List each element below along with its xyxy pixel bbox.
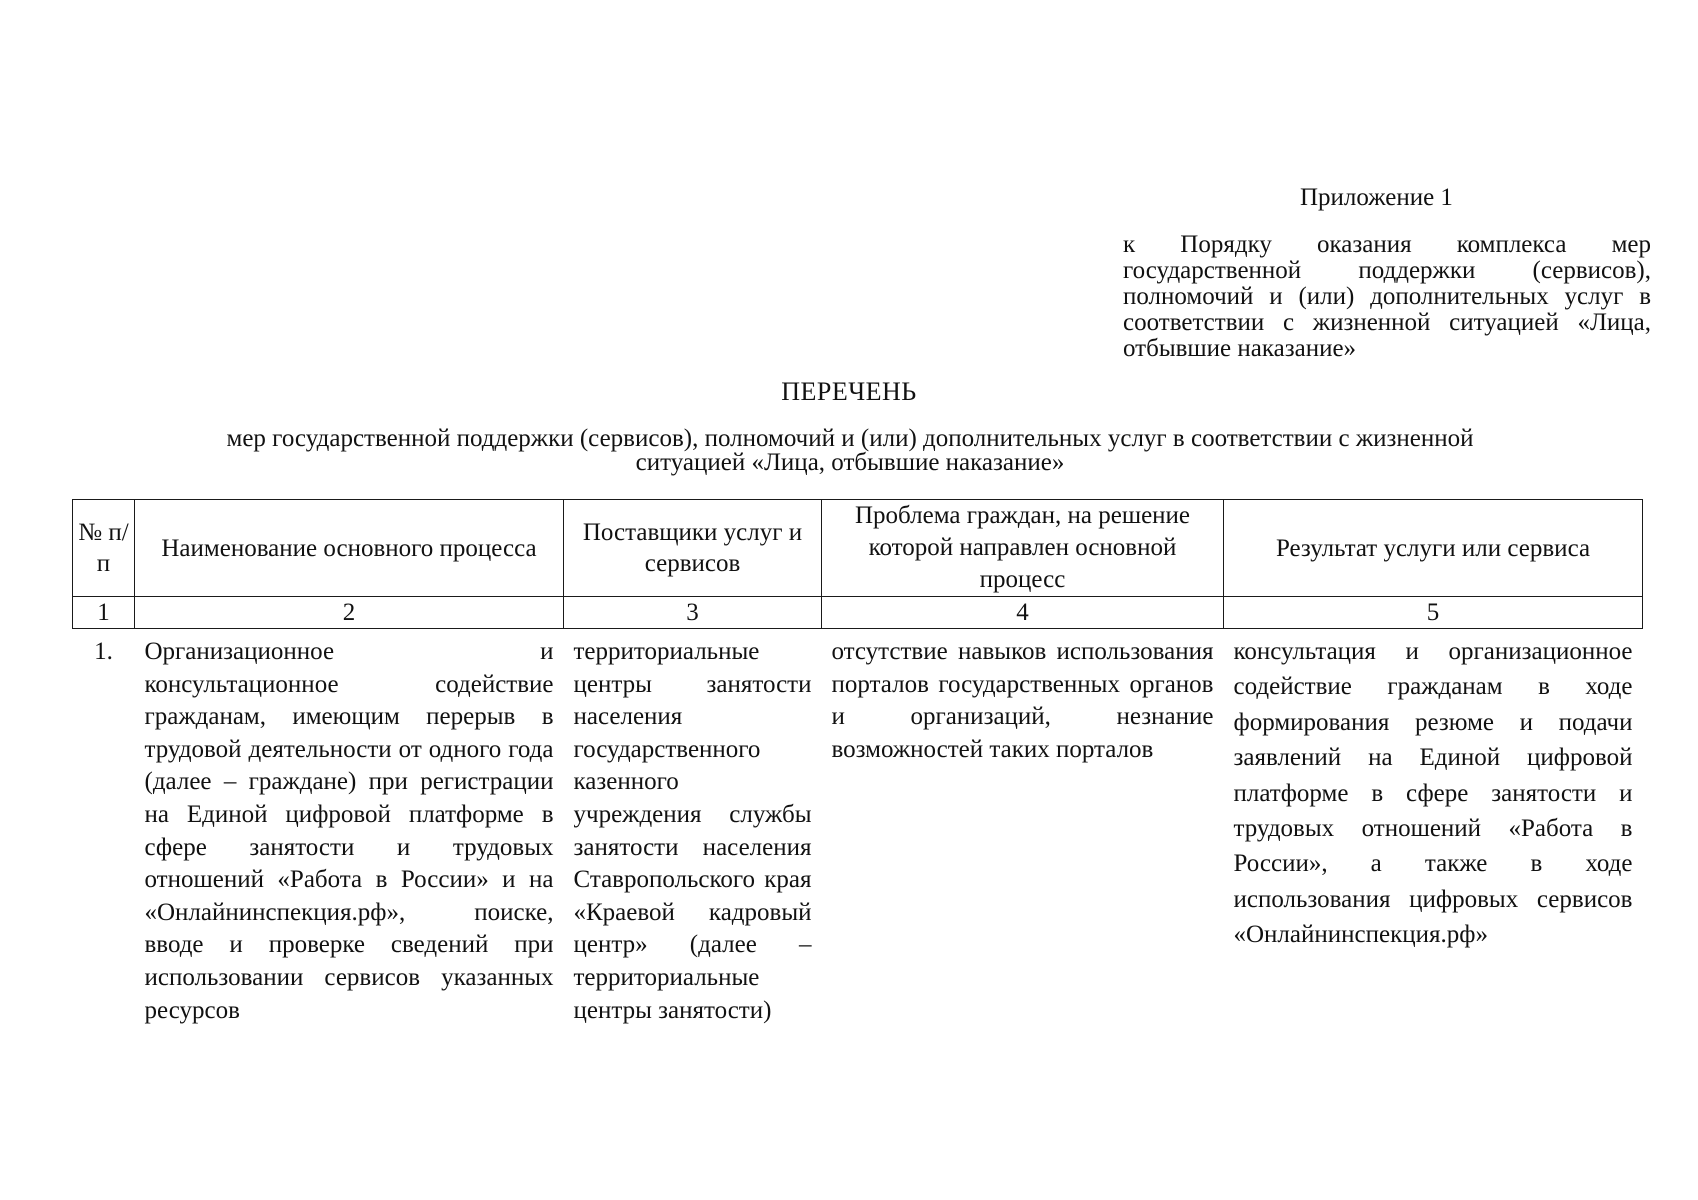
problem-cell: отсутствие навыков использования порталов государственных органов и организаций, незнание возможностей таких порталов [831, 638, 1214, 763]
providers-cell: территориальные центры занятости населения государственного казенного учреждения службы занятости населения Ставропольского края «Краевой кадровый центр» (далее – территориальные центры занятости) [573, 638, 812, 1024]
appendix-subtitle: к Порядку оказания комплекса мер государственной поддержки (сервисов), полномочий и (или) дополнительных услуг в соответствии с жизненной ситуацией «Лица, отбывшие наказание» [1123, 231, 1651, 362]
column-number: 5 [1224, 597, 1643, 629]
header-providers: Поставщики услуг и сервисов [564, 500, 822, 597]
table-column-numbers-row [73, 597, 1643, 629]
appendix-title: Приложение 1 [1300, 184, 1453, 211]
document-title: ПЕРЕЧЕНЬ [781, 377, 917, 406]
process-cell: Организационное и консультационное содействие гражданам, имеющим перерыв в трудовой деятельности от одного года (далее – граждане) при регистрации на Единой цифровой платформе в сфере занятости и трудовых отношений «Работа в России» и на «Онлайнинспекция.рф», поиске, вводе и проверке сведений при использовании сервисов указанных ресурсов [144, 638, 554, 1024]
header-problem: Проблема граждан, на решение которой направлен основной процесс [822, 500, 1224, 597]
column-number: 3 [564, 597, 822, 629]
measures-table [72, 499, 1643, 1027]
header-result: Результат услуги или сервиса [1224, 500, 1643, 597]
document-subtitle: мер государственной поддержки (сервисов), полномочий и (или) дополнительных услуг в соответствии с жизненной ситуацией «Лица, отбывшие наказание» [226, 425, 1474, 476]
result-cell: консультация и организационное содействие гражданам в ходе формирования резюме и подачи заявлений на Единой цифровой платформе в сфере занятости и трудовых отношений «Работа в России», а также в ходе использования цифровых сервисов «Онлайнинспекция.рф» [1233, 638, 1633, 949]
table-header-row [73, 500, 1643, 597]
header-number: № п/п [73, 500, 135, 597]
column-number: 4 [822, 597, 1224, 629]
header-process: Наименование основного процесса [135, 500, 564, 597]
column-number: 1 [73, 597, 135, 629]
table-row [73, 629, 1643, 1028]
row-number: 1. [94, 638, 113, 665]
column-number: 2 [135, 597, 564, 629]
